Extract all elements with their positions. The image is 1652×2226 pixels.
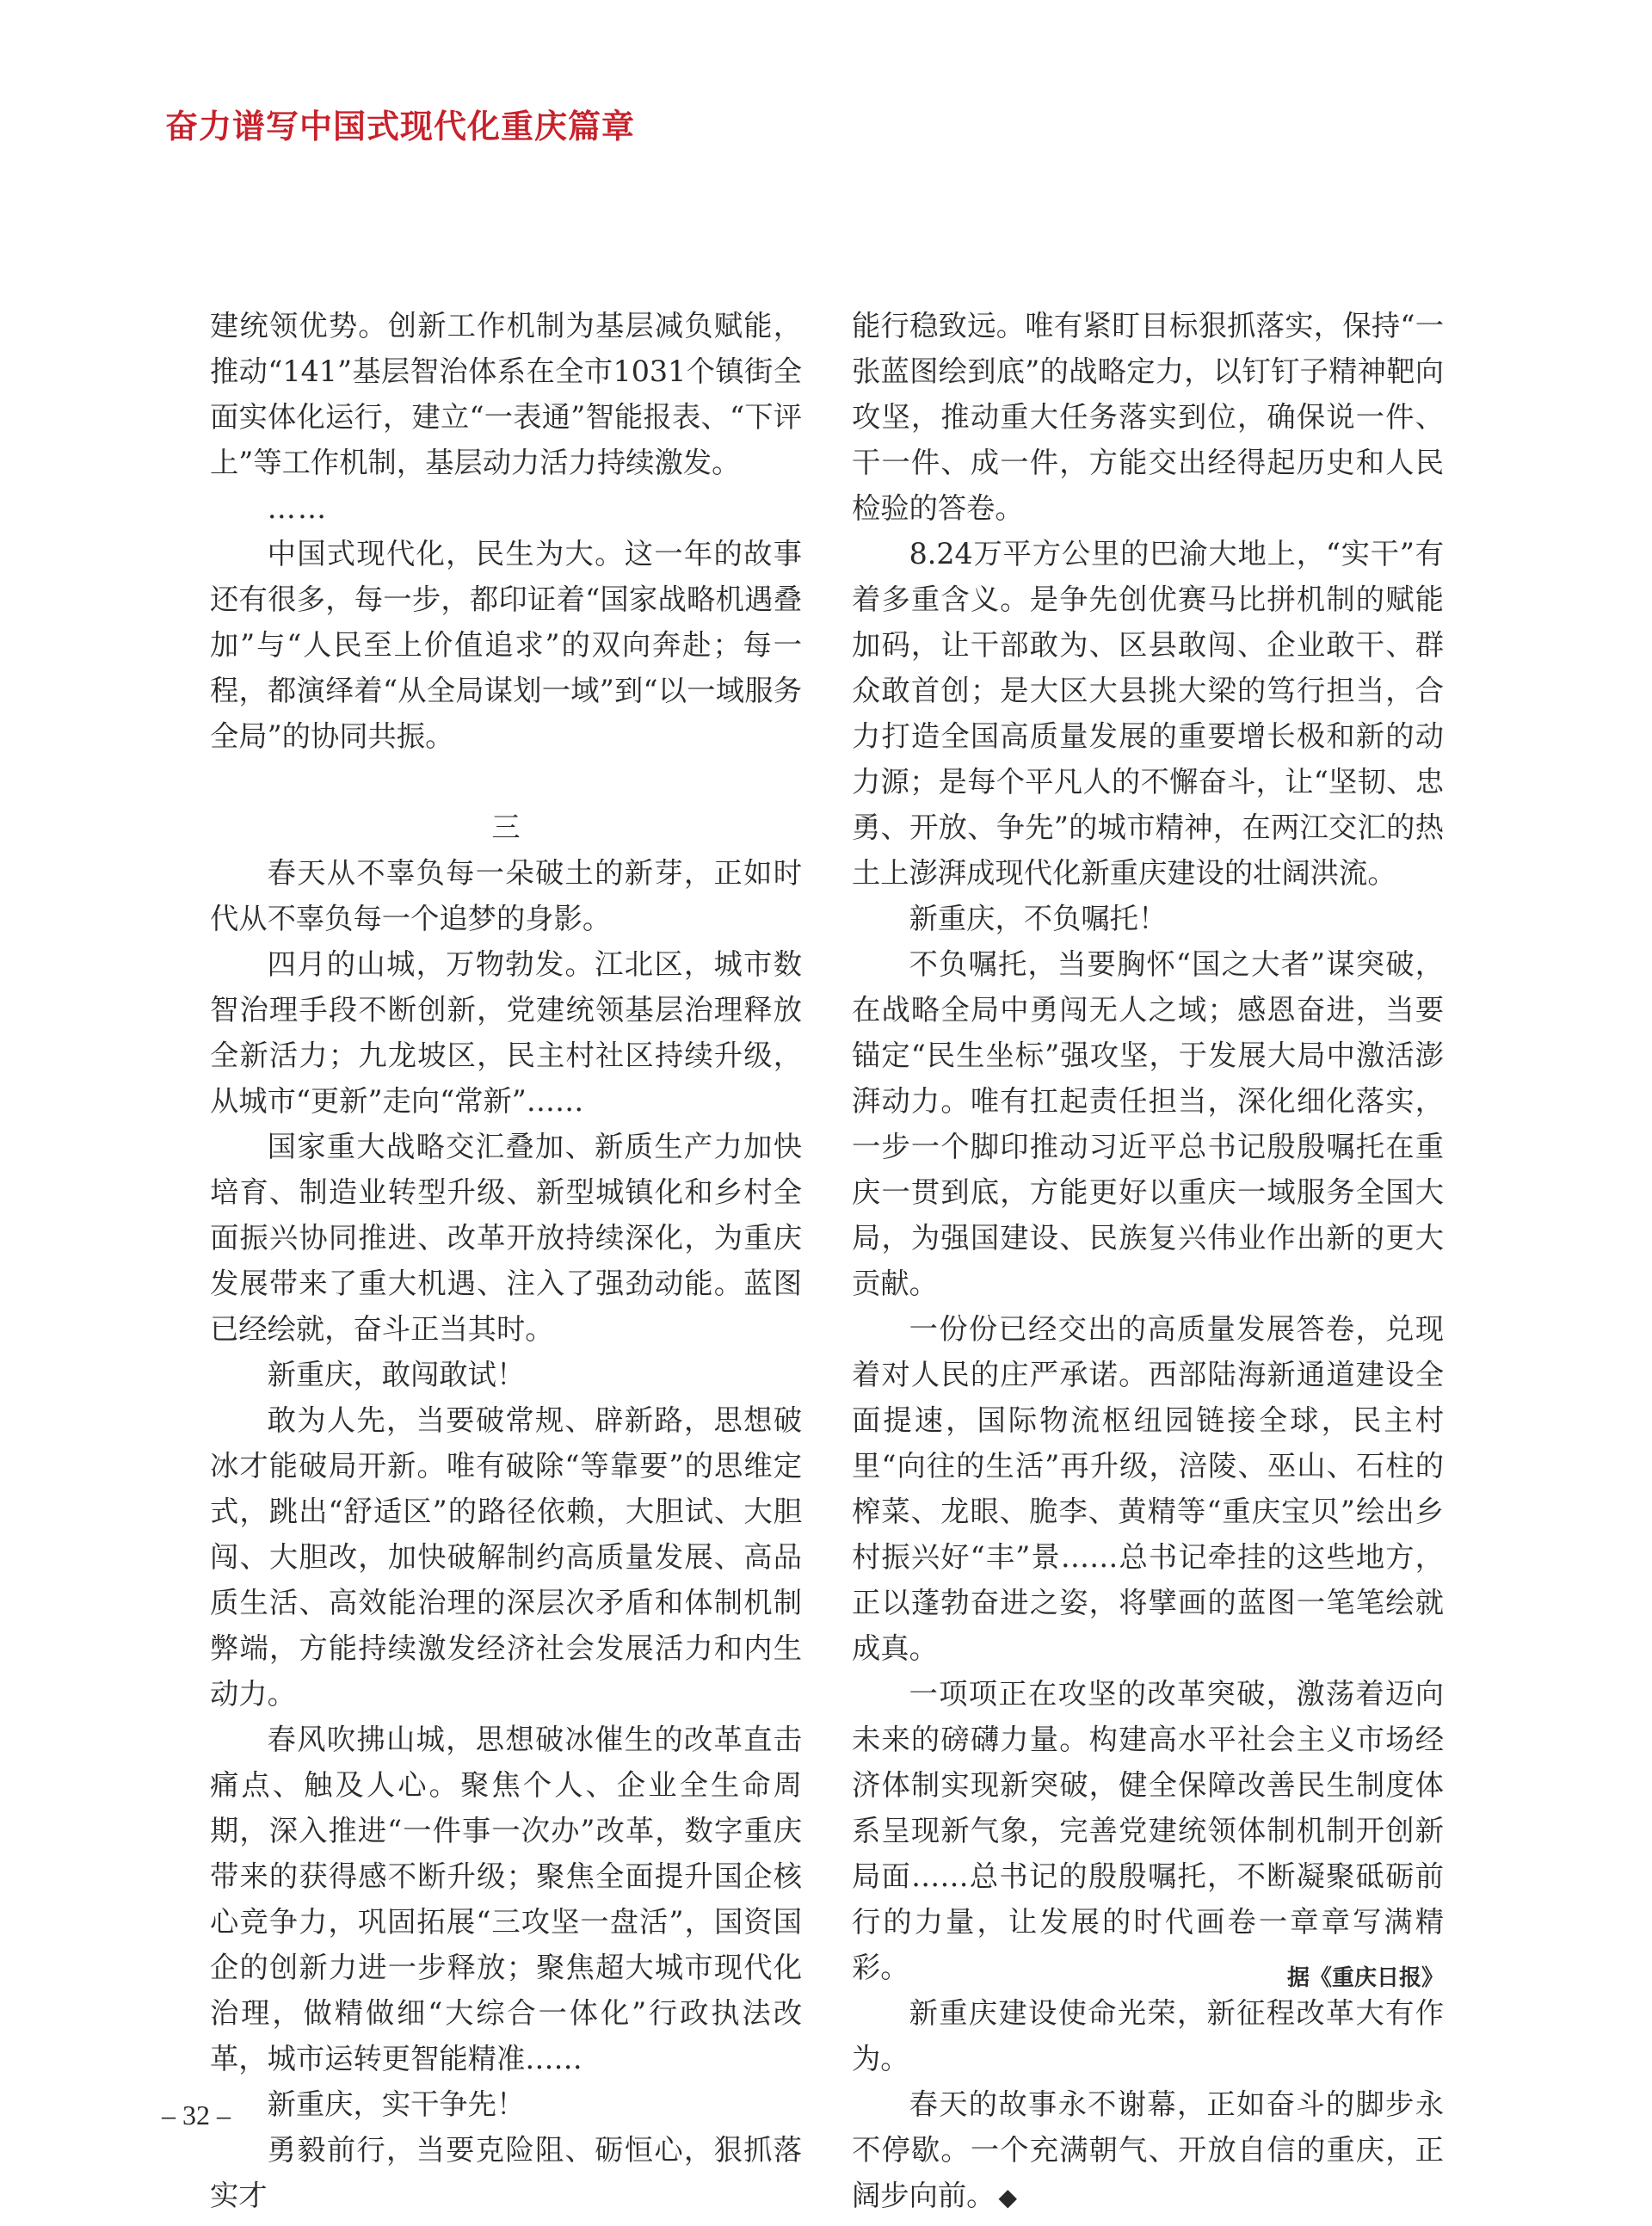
right-column: [852, 303, 1444, 2220]
left-column: [210, 303, 802, 2218]
section-header-title: 奋力谱写中国式现代化重庆篇章: [165, 108, 636, 145]
paragraph: 建统领优势。创新工作机制为基层减负赋能，推动“141”基层智治体系在全市1031个镇街全面实体化运行，建立“一表通”智能报表、“下评上”等工作机制，基层动力活力持续激发。: [210, 309, 802, 479]
paragraph: 春天从不辜负每一朵破土的新芽，正如时代从不辜负每一个追梦的身影。: [210, 856, 802, 935]
paragraph: 勇毅前行，当要克险阻、砺恒心，狠抓落实才: [210, 2133, 802, 2212]
paragraph: 敢为人先，当要破常规、辟新路，思想破冰才能破局开新。唯有破除“等靠要”的思维定式，跳出“舒适区”的路径依赖，大胆试、大胆闯、大胆改，加快破解制约高质量发展、高品质生活、高效能治理的深层次矛盾和体制机制弊端，方能持续激发经济社会发展活力和内生动力。: [210, 1403, 802, 1711]
subheading-slogan: 新重庆，敢闯敢试！: [267, 1358, 526, 1391]
closing-paragraph: [852, 2081, 1444, 2220]
section-heading: 三: [491, 811, 521, 844]
paragraph: 不负嘱托，当要胸怀“国之大者”谋突破，在战略全局中勇闯无人之域；感恩奋进，当要锚定“民生坐标”强攻坚，于发展大局中激活澎湃动力。唯有扛起责任担当，深化细化落实，一步一个脚印推动习近平总书记殷殷嘱托在重庆一贯到底，方能更好以重庆一域服务全国大局，为强国建设、民族复兴伟业作出新的更大贡献。: [852, 947, 1444, 1300]
paragraph: 一项项正在攻坚的改革突破，激荡着迈向未来的磅礴力量。构建高水平社会主义市场经济体制实现新突破，健全保障改善民生制度体系呈现新气象，完善党建统领体制机制开创新局面……总书记的殷殷嘱托，不断凝聚砥砺前行的力量，让发展的时代画卷一章章写满精彩。: [852, 1677, 1444, 1984]
ellipsis-line: ……: [267, 491, 329, 525]
paragraph: 一份份已经交出的高质量发展答卷，兑现着对人民的庄严承诺。西部陆海新通道建设全面提速，国际物流枢纽园链接全球，民主村里“向往的生活”再升级，涪陵、巫山、石柱的榨菜、龙眼、脆李、黄精等“重庆宝贝”绘出乡村振兴好“丰”景……总书记牵挂的这些地方，正以蓬勃奋进之姿，将擘画的蓝图一笔笔绘就成真。: [852, 1312, 1444, 1665]
subheading-slogan: 新重庆，不负嘱托！: [909, 902, 1168, 935]
paragraph: 四月的山城，万物勃发。江北区，城市数智治理手段不断创新，党建统领基层治理释放全新活力；九龙坡区，民主村社区持续升级，从城市“更新”走向“常新”……: [210, 947, 802, 1118]
paragraph: 国家重大战略交汇叠加、新质生产力加快培育、制造业转型升级、新型城镇化和乡村全面振兴协同推进、改革开放持续深化，为重庆发展带来了重大机遇、注入了强劲动能。蓝图已经绘就，奋斗正当其时。: [210, 1130, 802, 1346]
paragraph: 中国式现代化，民生为大。这一年的故事还有很多，每一步，都印证着“国家战略机遇叠加”与“人民至上价值追求”的双向奔赴；每一程，都演绎着“从全局谋划一域”到“以一域服务全局”的协同共振。: [210, 537, 802, 753]
page-number: – 32 –: [162, 2100, 231, 2130]
paragraph: 春风吹拂山城，思想破冰催生的改革直击痛点、触及人心。聚焦个人、企业全生命周期，深入推进“一件事一次办”改革，数字重庆带来的获得感不断升级；聚焦全面提升国企核心竞争力，巩固拓展“三攻坚一盘活”，国资国企的创新力进一步释放；聚焦超大城市现代化治理，做精做细“大综合一体化”行政执法改革，城市运转更智能精准……: [210, 1723, 802, 2075]
paragraph: 8.24万平方公里的巴渝大地上，“实干”有着多重含义。是争先创优赛马比拼机制的赋能加码，让干部敢为、区县敢闯、企业敢干、群众敢首创；是大区大县挑大梁的笃行担当，合力打造全国高质量发展的重要增长极和新的动力源；是每个平凡人的不懈奋斗，让“坚韧、忠勇、开放、争先”的城市精神，在两江交汇的热土上澎湃成现代化新重庆建设的壮阔洪流。: [852, 537, 1444, 890]
paragraph: 新重庆建设使命光荣，新征程改革大有作为。: [852, 1996, 1444, 2075]
source-credit: 据《重庆日报》: [1286, 1965, 1444, 1991]
end-mark-icon: ◆: [998, 2183, 1018, 2211]
subheading-slogan: 新重庆，实干争先！: [267, 2087, 526, 2121]
closing-text: 春天的故事永不谢幕，正如奋斗的脚步永不停歇。一个充满朝气、开放自信的重庆，正阔步向前。: [852, 2087, 1444, 2212]
paragraph: 能行稳致远。唯有紧盯目标狠抓落实，保持“一张蓝图绘到底”的战略定力，以钉钉子精神靶向攻坚，推动重大任务落实到位，确保说一件、干一件、成一件，方能交出经得起历史和人民检验的答卷。: [852, 309, 1444, 525]
